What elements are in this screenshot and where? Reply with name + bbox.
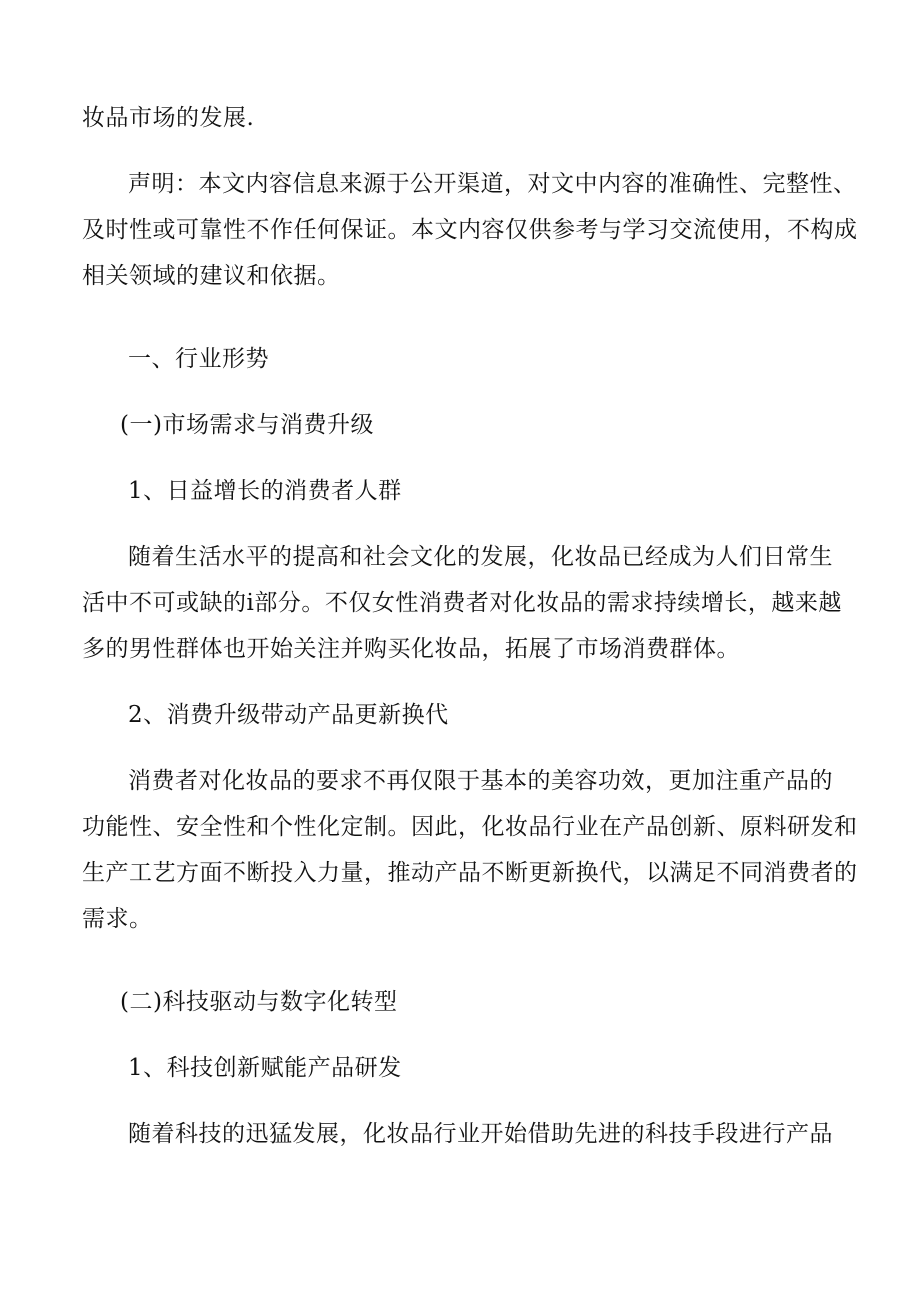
document-page <box>82 95 858 1157</box>
disclaimer-line: 及时性或可靠性不作任何保证。本文内容仅供参考与学习交流使用，不构成 <box>82 217 858 243</box>
body-line: 活中不可或缺的i部分。不仅女性消费者对化妆品的需求持续增长，越来越 <box>82 590 842 616</box>
body-line: 消费者对化妆品的要求不再仅限于基本的美容功效，更加注重产品的 <box>128 768 833 794</box>
item-heading: 1、科技创新赋能产品研发 <box>128 1055 402 1081</box>
disclaimer-line: 相关领域的建议和依据。 <box>82 263 341 289</box>
disclaimer-line: 声明：本文内容信息来源于公开渠道，对文中内容的准确性、完整性、 <box>128 171 857 197</box>
body-line: 随着生活水平的提高和社会文化的发展，化妆品已经成为人们日常生 <box>128 544 833 570</box>
subsection-heading: (二)科技驱动与数字化转型 <box>120 989 398 1015</box>
body-line: 多的男性群体也开始关注并购买化妆品，拓展了市场消费群体。 <box>82 636 740 662</box>
item-heading: 1、日益增长的消费者人群 <box>128 478 402 504</box>
continuation-line: 妆品市场的发展. <box>82 105 255 131</box>
item-heading: 2、消费升级带动产品更新换代 <box>128 702 449 728</box>
body-line: 随着科技的迅猛发展，化妆品行业开始借助先进的科技手段进行产品 <box>128 1121 833 1147</box>
subsection-heading: (一)市场需求与消费升级 <box>120 412 374 438</box>
body-line: 生产工艺方面不断投入力量，推动产品不断更新换代，以满足不同消费者的 <box>82 860 858 886</box>
body-line: 需求。 <box>82 906 153 932</box>
body-line: 功能性、安全性和个性化定制。因此，化妆品行业在产品创新、原料研发和 <box>82 814 858 840</box>
section-heading: 一、行业形势 <box>128 346 269 372</box>
